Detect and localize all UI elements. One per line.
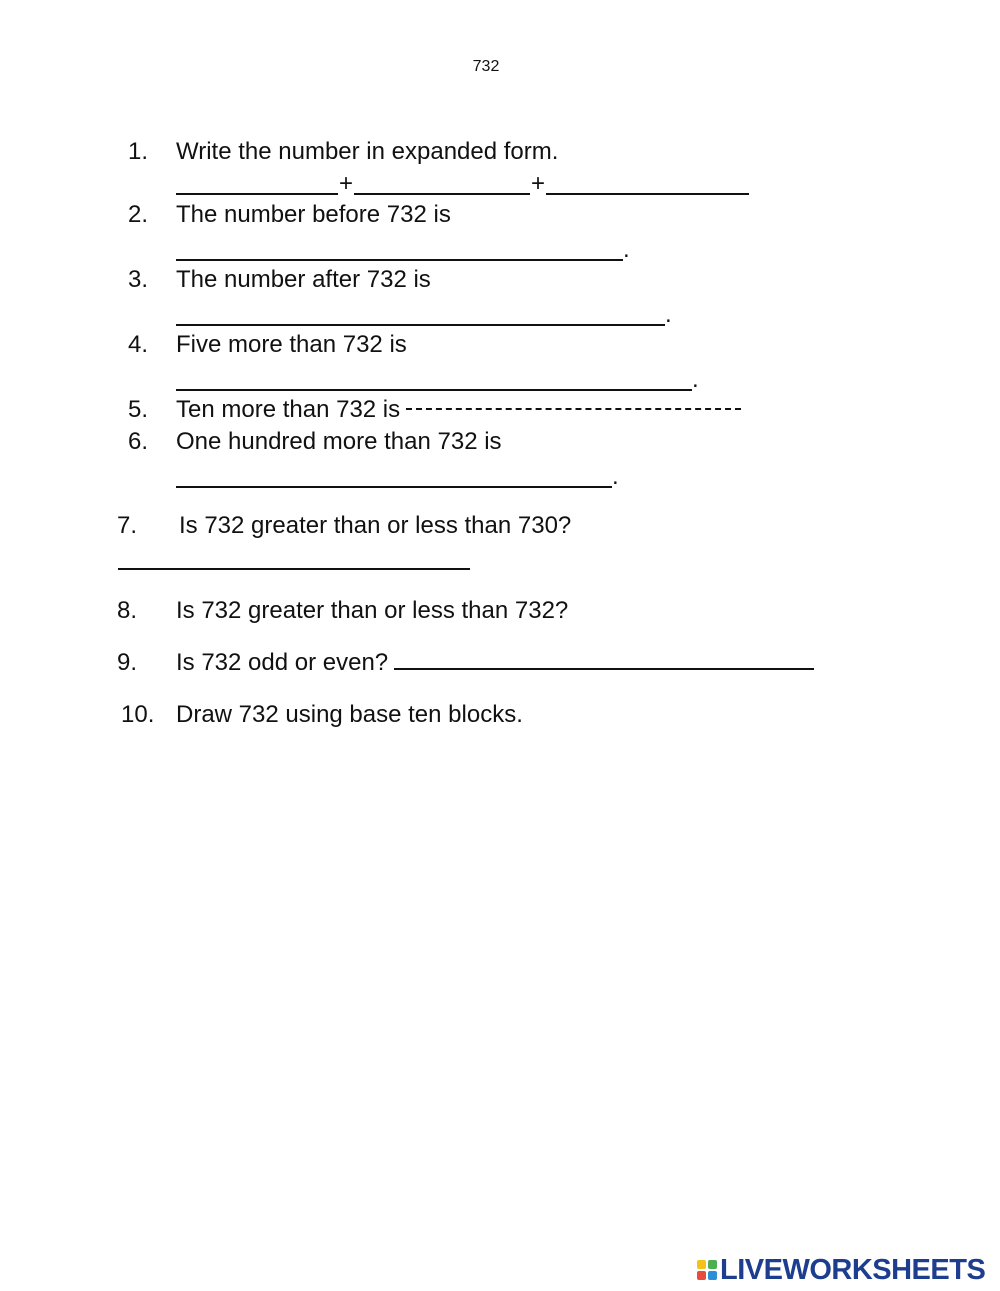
question-1-text: Write the number in expanded form. (176, 138, 559, 165)
plus-sign-1: + (339, 170, 354, 197)
question-5-row (176, 396, 741, 424)
period-2: . (623, 236, 630, 263)
liveworksheets-logo (697, 1254, 985, 1286)
question-10-text: Draw 732 using base ten blocks. (176, 701, 523, 728)
question-4-text: Five more than 732 is (176, 331, 407, 358)
question-10-number: 10. (121, 701, 155, 728)
question-8-number: 8. (116, 597, 137, 624)
answer-dashed-blank-5[interactable] (406, 408, 741, 410)
question-9-row (176, 649, 814, 677)
question-9-text: Is 732 odd or even? (176, 649, 389, 676)
period-6: . (612, 463, 619, 490)
answer-blank-6[interactable] (176, 486, 612, 488)
question-3-text: The number after 732 is (176, 266, 431, 293)
question-7-number: 7. (116, 512, 137, 539)
answer-blank-4[interactable] (176, 389, 692, 391)
page-number: 732 (472, 58, 500, 75)
expanded-form-blank-2[interactable] (354, 193, 530, 195)
question-8-text: Is 732 greater than or less than 732? (176, 597, 569, 624)
question-2-number: 2. (127, 201, 148, 228)
question-4-number: 4. (127, 331, 148, 358)
logo-blocks-icon (697, 1260, 717, 1280)
question-7-text: Is 732 greater than or less than 730? (179, 512, 572, 539)
answer-blank-3[interactable] (176, 324, 665, 326)
expanded-form-blank-1[interactable] (176, 193, 338, 195)
plus-sign-2: + (531, 170, 546, 197)
question-9-number: 9. (116, 649, 137, 676)
question-6-number: 6. (127, 428, 148, 455)
answer-blank-9[interactable] (394, 668, 814, 670)
question-2-text: The number before 732 is (176, 201, 451, 228)
question-5-text: Ten more than 732 is (176, 396, 401, 423)
answer-blank-2[interactable] (176, 259, 623, 261)
period-3: . (665, 301, 672, 328)
question-6-text: One hundred more than 732 is (176, 428, 502, 455)
question-5-number: 5. (127, 396, 148, 423)
question-3-number: 3. (127, 266, 148, 293)
answer-blank-7[interactable] (118, 568, 470, 570)
question-1-number: 1. (127, 138, 148, 165)
period-4: . (692, 366, 699, 393)
expanded-form-blank-3[interactable] (546, 193, 749, 195)
logo-text: LIVEWORKSHEETS (720, 1254, 986, 1286)
